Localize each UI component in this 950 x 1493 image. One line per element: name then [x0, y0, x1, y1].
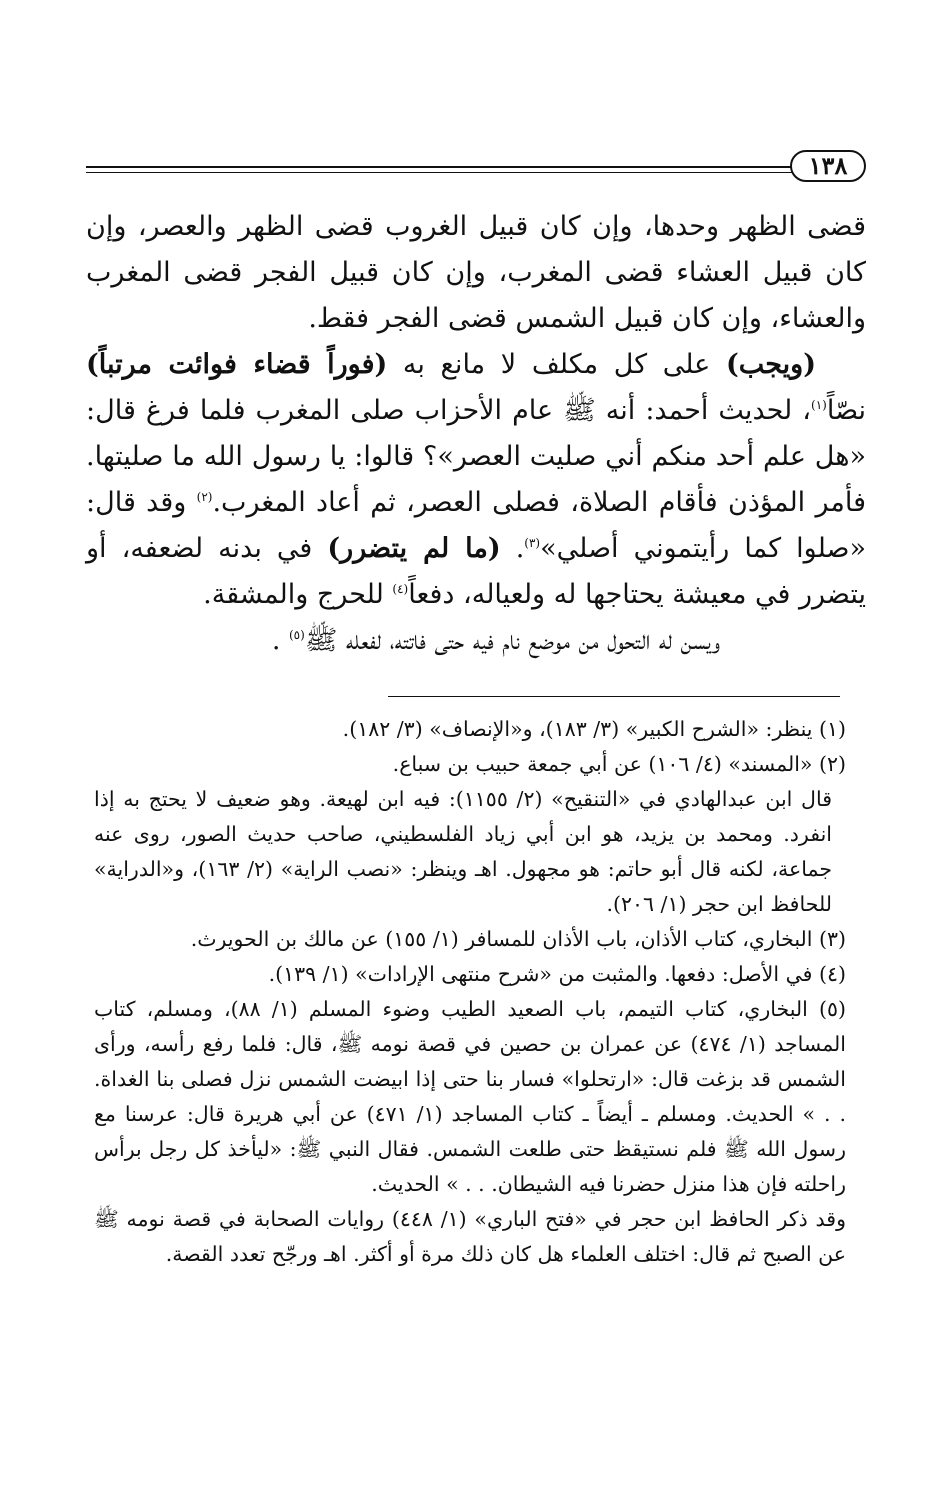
footnote-ref-1[interactable]: (١) — [811, 398, 827, 412]
page-header — [86, 148, 866, 188]
paragraph-2-text-c: ، لحديث أحمد: أنه ﷺ عام الأحزاب صلى المغرب فلما فرغ قال: «هل علم أحد منكم أني صليت العصر»؟ قالوا: يا رسول الله ما صليتها. فأمر المؤذن فأقام الصلاة، فصلى العصر، ثم أعاد المغرب. — [86, 395, 866, 518]
paragraph-1-text: قضى الظهر وحدها، وإن كان قبيل الغروب قضى الظهر والعصر، وإن كان قبيل العشاء قضى المغرب، وإن كان قبيل الفجر قضى المغرب والعشاء، وإن كان قبيل الشمس قضى الفجر فقط. — [86, 211, 866, 334]
paragraph-1 — [86, 204, 866, 342]
paragraph-2 — [86, 342, 866, 618]
footnote-separator — [388, 696, 840, 697]
page-number: ١٣٨ — [790, 150, 866, 182]
paragraph-3 — [86, 618, 866, 664]
paragraph-2-text-e: . — [500, 533, 525, 564]
footnote-2: (٢) «المسند» (٤/ ١٠٦) عن أبي جمعة حبيب بن سباع. — [392, 752, 846, 776]
footnote-5: (٥) البخاري، كتاب التيمم، باب الصعيد الطيب وضوء المسلم (١/ ٨٨)، ومسلم، كتاب المساجد (١/ ٤٧٤) عن عمران بن حصين في قصة نومه ﷺ، قال: فلما رفع رأسه، ورأى الشمس قد بزغت قال: «ارتحلوا» فسار بنا حتى إذا ابيضت الشمس نزل فصلى بنا الغداة. . . » الحديث. ومسلم ـ أيضاً ـ كتاب المساجد (١/ ٤٧١) عن أبي هريرة قال: عرسنا مع رسول الله ﷺ فلم نستيقظ حتى طلعت الشمس. فقال النبي ﷺ: «ليأخذ كل رجل برأس راحلته فإن هذا منزل حضرنا فيه الشيطان. . . » الحديث. — [94, 997, 846, 1196]
main-text — [86, 204, 866, 664]
header-rule-top — [86, 166, 792, 168]
paragraph-2-text-b: نصّاً — [826, 395, 866, 426]
footnote-3: (٣) البخاري، كتاب الأذان، باب الأذان للمسافر (١/ ١٥٥) عن مالك بن الحويرث. — [190, 927, 846, 951]
paragraph-3-end: . — [271, 625, 289, 656]
footnote-4: (٤) في الأصل: دفعها. والمثبت من «شرح منتهى الإرادات» (١/ ١٣٩). — [268, 962, 846, 986]
footnote-ref-2[interactable]: (٢) — [196, 490, 213, 504]
bold-term-wajib: (ويجب) — [725, 349, 816, 380]
header-rule-bottom — [86, 172, 792, 173]
paragraph-2-text-a: على كل مكلف لا مانع به — [387, 349, 726, 380]
bold-term-tadarrur: (ما لم يتضرر) — [327, 533, 501, 564]
footnote-ref-3[interactable]: (٣) — [524, 536, 541, 550]
paragraph-2-text-g: للحرج والمشقة. — [203, 579, 393, 610]
paragraph-2-text-f: في بدنه لضعفه، أو يتضرر في معيشة يحتاجها له ولعياله، دفعاً — [86, 533, 866, 610]
footnote-1: (١) ينظر: «الشرح الكبير» (٣/ ١٨٣)، و«الإنصاف» (٣/ ١٨٢). — [342, 717, 846, 741]
footnote-ref-4[interactable]: (٤) — [392, 582, 409, 596]
paragraph-3-text: ويسن له التحول من موضع نام فيه حتى فاتته، لفعله ﷺ — [304, 625, 721, 656]
footnote-2-note: قال ابن عبدالهادي في «التنقيح» (٢/ ١١٥٥): فيه ابن لهيعة. وهو ضعيف لا يحتج به إذا انفرد. ومحمد بن يزيد، هو ابن أبي زياد الفلسطيني، صاحب حديث الصور، روى عنه جماعة، لكنه قال أبو حاتم: هو مجهول. اهـ وينظر: «نصب الراية» (٢/ ١٦٣)، و«الدراية» للحافظ ابن حجر (١/ ٢٠٦). — [94, 787, 832, 916]
paragraph-2-text-d: وقد قال: «صلوا كما رأيتموني أصلي» — [86, 487, 866, 564]
bold-term-qada: (فوراً قضاء فوائت مرتباً) — [86, 349, 388, 380]
footnotes — [94, 712, 846, 1272]
footnote-ref-5[interactable]: (٥) — [288, 628, 305, 642]
footnote-5-note: وقد ذكر الحافظ ابن حجر في «فتح الباري» (١/ ٤٤٨) روايات الصحابة في قصة نومه ﷺ عن الصبح ثم قال: اختلف العلماء هل كان ذلك مرة أو أكثر. اهـ ورجّح تعدد القصة. — [94, 1207, 846, 1266]
